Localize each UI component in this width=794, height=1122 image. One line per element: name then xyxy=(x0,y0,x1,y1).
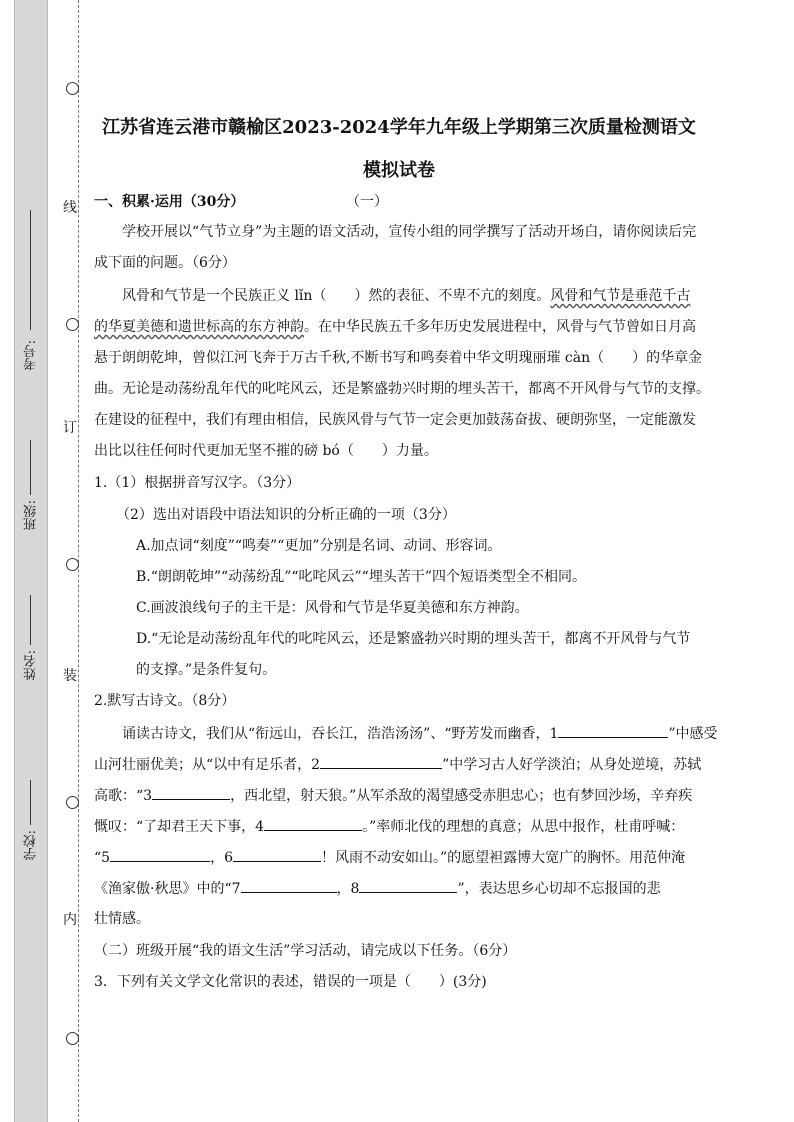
section1-heading: 一、积累·运用（30分） xyxy=(94,194,245,210)
name-label: 姓名: xyxy=(24,650,39,681)
page-title: 江苏省连云港市赣榆区2023-2024学年九年级上学期第三次质量检测语文 xyxy=(102,117,696,138)
passage-line: 出比以往任何时代更加无坚不摧的磅 bó（ ）力量。 xyxy=(94,443,438,459)
answer-blank-3[interactable] xyxy=(152,785,230,800)
q1-option-d[interactable]: D.“无论是动荡纷乱年代的叱咤风云，还是繁盛勃兴时期的埋头苦干，都离不开风骨与气节 xyxy=(136,631,691,647)
passage-text: 风骨和气节是一个民族正义 lǐn（ ）然的表征、不卑不亢的刻度。 xyxy=(122,288,551,304)
q3-text: 3．下列有关文学文化常识的表述，错误的一项是（ ）(3分) xyxy=(94,974,487,990)
q2-text: 诵读古诗文，我们从“衔远山，吞长江，浩浩汤汤”、“野芳发而幽香，1 xyxy=(122,726,559,742)
binding-hole xyxy=(66,796,79,809)
q2-text: ，8 xyxy=(336,881,360,897)
binding-hole xyxy=(66,318,79,331)
q2-line xyxy=(122,723,718,744)
exam-number-field[interactable] xyxy=(18,210,42,420)
q1-option-b[interactable]: B.“朗朗乾坤”“动荡纷乱”“叱咤风云”“埋头苦干”四个短语类型全不相同。 xyxy=(136,569,586,585)
q2-heading: 2.默写古诗文。（8分） xyxy=(94,693,236,709)
school-field[interactable] xyxy=(18,780,42,880)
wavy-sentence: 的华夏美德和遗世标高的东方神韵 xyxy=(94,319,304,335)
binding-hole xyxy=(66,82,79,95)
cut-label-zhuang: 装 xyxy=(63,668,77,684)
answer-blank-8[interactable] xyxy=(359,878,457,893)
q1-option-c[interactable]: C.画波浪线句子的主干是：风骨和气节是华夏美德和东方神韵。 xyxy=(136,600,529,616)
q2-text: 。”率师北伐的理想的真意；从思中报作，杜甫呼喊： xyxy=(362,819,685,835)
class-label: 班级: xyxy=(24,500,39,531)
cut-label-xian: 线 xyxy=(63,200,77,216)
answer-blank-1[interactable] xyxy=(558,723,668,738)
name-field[interactable] xyxy=(18,595,42,695)
q1-option-d-cont: 的支撑。”是条件复句。 xyxy=(136,662,277,678)
class-field[interactable] xyxy=(18,440,42,540)
q1-part2: （2）选出对语段中语法知识的分析正确的一项（3分） xyxy=(116,507,456,523)
q2-text: ，西北望，射天狼。”从军杀敌的渴望感受赤胆忠心；也有梦回沙场，辛弃疾 xyxy=(230,788,693,804)
binding-hole xyxy=(66,558,79,571)
q2-line xyxy=(94,878,661,899)
school-label: 学校: xyxy=(24,830,39,861)
intro-line: 学校开展以“气节立身”为主题的语文活动，宣传小组的同学撰写了活动开场白，请你阅读后完 xyxy=(122,224,697,240)
passage-line: 在建设的征程中，我们有理由相信，民族风骨与气节一定会更加鼓荡奋拔、硬朗弥坚，一定能激发 xyxy=(94,412,696,428)
cut-label-nei: 内 xyxy=(63,912,77,928)
answer-blank-7[interactable] xyxy=(241,878,337,893)
passage-line: 曲。无论是动荡纷乱年代的叱咤风云，还是繁盛勃兴时期的埋头苦干，都离不开风骨与气节的支撑。 xyxy=(94,381,710,397)
passage-line: 悬于朗朗乾坤，曾似江河飞奔于万古千秋,不断书写和鸣奏着中华文明瑰丽璀 càn（ ）的华章金 xyxy=(94,350,703,366)
binding-hole xyxy=(66,1032,79,1045)
q2-text: 慨叹：“了却君王天下事，4 xyxy=(94,819,265,835)
exam-number-label: 考号: xyxy=(24,340,39,371)
q2-text: “5 xyxy=(94,850,111,866)
q2-text: 山河壮丽优美；从“以中有足乐者，2 xyxy=(94,757,321,773)
answer-blank-5[interactable] xyxy=(110,847,210,862)
q2-text: ”中学习古人好学淡泊；从身处逆境，苏轼 xyxy=(442,757,702,773)
answer-blank-2[interactable] xyxy=(320,754,442,769)
q2-text: 《渔家傲·秋思》中的“7 xyxy=(94,881,241,897)
cut-label-ding: 订 xyxy=(63,420,77,436)
q2-line xyxy=(94,785,692,806)
q1-option-a[interactable]: A.加点词“刻度”“鸣奏”“更加”分别是名词、动词、形容词。 xyxy=(136,538,502,554)
q2-text: ”中感受 xyxy=(668,726,718,742)
q2-text: ，6 xyxy=(210,850,233,866)
passage-text: 。在中华民族五千多年历史发展进程中，风骨与气节曾如日月高 xyxy=(304,319,696,335)
page-subtitle: 模拟试卷 xyxy=(363,160,435,181)
answer-blank-4[interactable] xyxy=(264,816,362,831)
q2-text: ！风雨不动安如山。”的愿望袒露博大宽广的胸怀。用范仲淹 xyxy=(321,850,686,866)
wavy-sentence: 风骨和气节是垂范千古 xyxy=(550,288,691,304)
q2-line xyxy=(94,816,684,837)
intro-line: 成下面的问题。（6分） xyxy=(94,255,236,271)
q2-line xyxy=(94,754,701,775)
passage-line xyxy=(94,317,696,337)
q2-line: 壮情感。 xyxy=(94,911,150,927)
section2-heading: （二）班级开展“我的语文生活”学习活动，请完成以下任务。（6分） xyxy=(94,943,517,959)
q1-part1: 1.（1）根据拼音写汉字。（3分） xyxy=(94,475,301,491)
q2-line xyxy=(94,847,685,868)
passage-line xyxy=(122,286,690,306)
q2-text: ”，表达思乡心切却不忘报国的悲 xyxy=(457,881,661,897)
q2-text: 高歌：“3 xyxy=(94,788,153,804)
binding-strip xyxy=(14,0,48,1122)
answer-blank-6[interactable] xyxy=(233,847,321,862)
section1-sub: （一） xyxy=(346,194,388,210)
